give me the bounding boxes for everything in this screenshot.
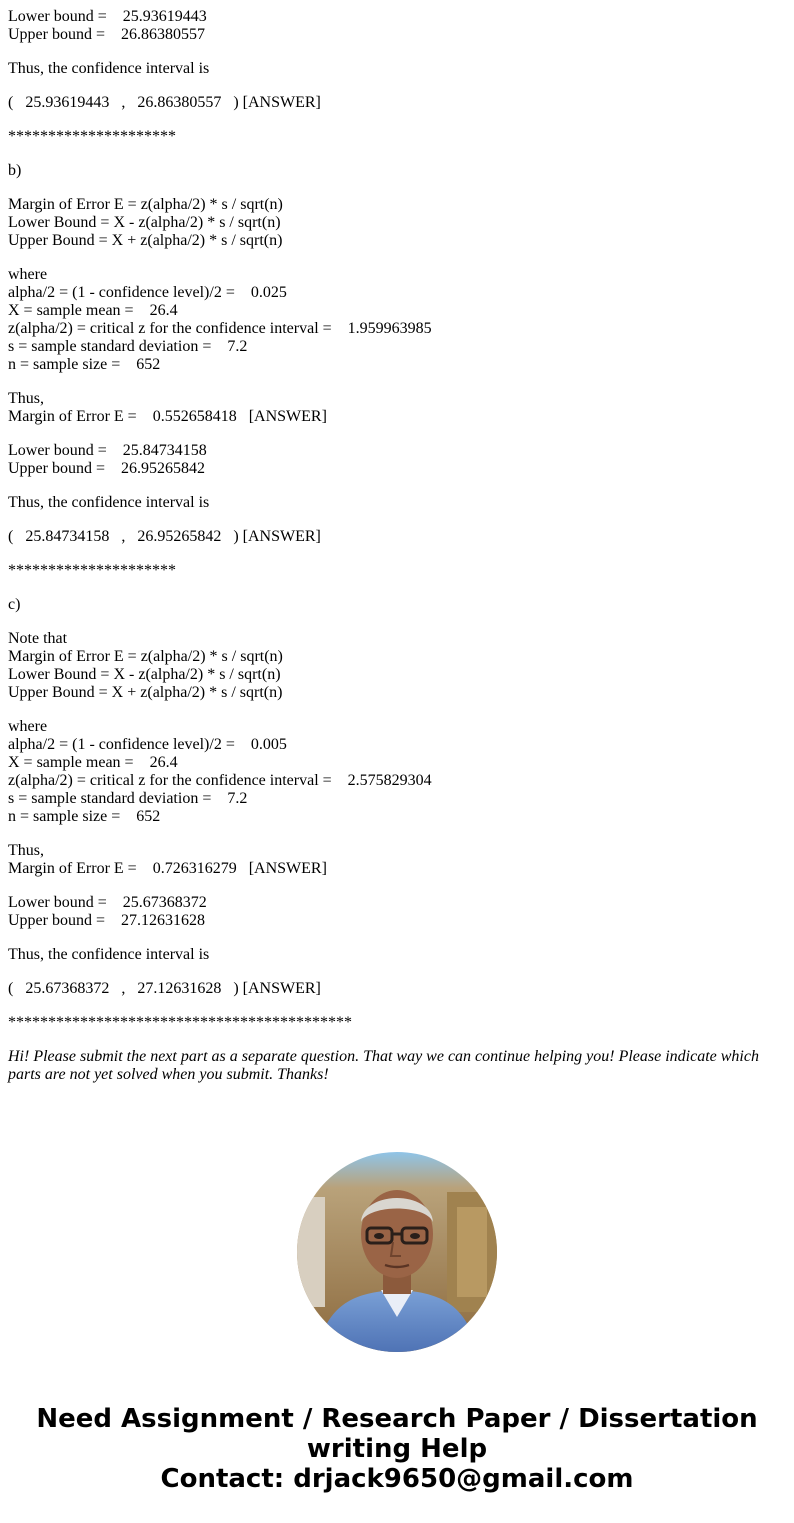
ci-answer-a: ( 25.93619443 , 26.86380557 ) [ANSWER] (8, 94, 321, 111)
thus-c: Thus, (8, 842, 44, 859)
moe-answer-b: Margin of Error E = 0.552658418 [ANSWER] (8, 408, 327, 425)
where-c: where (8, 718, 48, 735)
alpha-c: alpha/2 = (1 - confidence level)/2 = 0.005 (8, 736, 287, 753)
z-b: z(alpha/2) = critical z for the confidence interval = 1.959963985 (8, 320, 432, 337)
mean-c: X = sample mean = 26.4 (8, 754, 178, 771)
person-portrait-icon (297, 1152, 497, 1352)
lower-bound-c: Lower bound = 25.67368372 (8, 894, 207, 911)
note-c: Note that (8, 630, 68, 647)
lower-bound-a: Lower bound = 25.93619443 (8, 8, 207, 25)
separator: ********************* (8, 562, 176, 579)
footer-line-2: writing Help (306, 1434, 488, 1464)
ci-answer-c: ( 25.67368372 , 27.12631628 ) [ANSWER] (8, 980, 321, 997)
upper-bound-a: Upper bound = 26.86380557 (8, 26, 206, 43)
ci-answer-b: ( 25.84734158 , 26.95265842 ) [ANSWER] (8, 528, 321, 545)
upper-bound-c: Upper bound = 27.12631628 (8, 912, 206, 929)
part-c-label: c) (8, 596, 21, 613)
formula-upper-b: Upper Bound = X + z(alpha/2) * s / sqrt(n) (8, 232, 283, 249)
upper-bound-b: Upper bound = 26.95265842 (8, 460, 206, 477)
avatar (297, 1152, 497, 1352)
closing-note: Hi! Please submit the next part as a separate question. That way we can continue helping you! Please indicate which parts are not yet solved when you submit. Thanks! (8, 1048, 759, 1083)
where-b: where (8, 266, 48, 283)
formula-upper-c: Upper Bound = X + z(alpha/2) * s / sqrt(n) (8, 684, 283, 701)
formula-lower-c: Lower Bound = X - z(alpha/2) * s / sqrt(n) (8, 666, 281, 683)
thus-b: Thus, (8, 390, 44, 407)
formula-moe-b: Margin of Error E = z(alpha/2) * s / sqrt(n) (8, 196, 283, 213)
lower-bound-b: Lower bound = 25.84734158 (8, 442, 207, 459)
part-b-label: b) (8, 162, 22, 179)
separator-long: ******************************************* (8, 1014, 352, 1031)
footer-line-1: Need Assignment / Research Paper / Dissertation (36, 1404, 758, 1434)
mean-b: X = sample mean = 26.4 (8, 302, 178, 319)
z-c: z(alpha/2) = critical z for the confidence interval = 2.575829304 (8, 772, 432, 789)
sd-b: s = sample standard deviation = 7.2 (8, 338, 248, 355)
ci-intro-b: Thus, the confidence interval is (8, 494, 210, 511)
formula-moe-c: Margin of Error E = z(alpha/2) * s / sqrt(n) (8, 648, 283, 665)
footer-banner (0, 1404, 794, 1494)
alpha-b: alpha/2 = (1 - confidence level)/2 = 0.025 (8, 284, 287, 301)
n-c: n = sample size = 652 (8, 808, 161, 825)
moe-answer-c: Margin of Error E = 0.726316279 [ANSWER] (8, 860, 327, 877)
solution-document (8, 8, 778, 1084)
n-b: n = sample size = 652 (8, 356, 161, 373)
sd-c: s = sample standard deviation = 7.2 (8, 790, 248, 807)
ci-intro-c: Thus, the confidence interval is (8, 946, 210, 963)
formula-lower-b: Lower Bound = X - z(alpha/2) * s / sqrt(n) (8, 214, 281, 231)
footer-contact: Contact: drjack9650@gmail.com (160, 1464, 634, 1494)
ci-intro-a: Thus, the confidence interval is (8, 60, 210, 77)
separator: ********************* (8, 128, 176, 145)
